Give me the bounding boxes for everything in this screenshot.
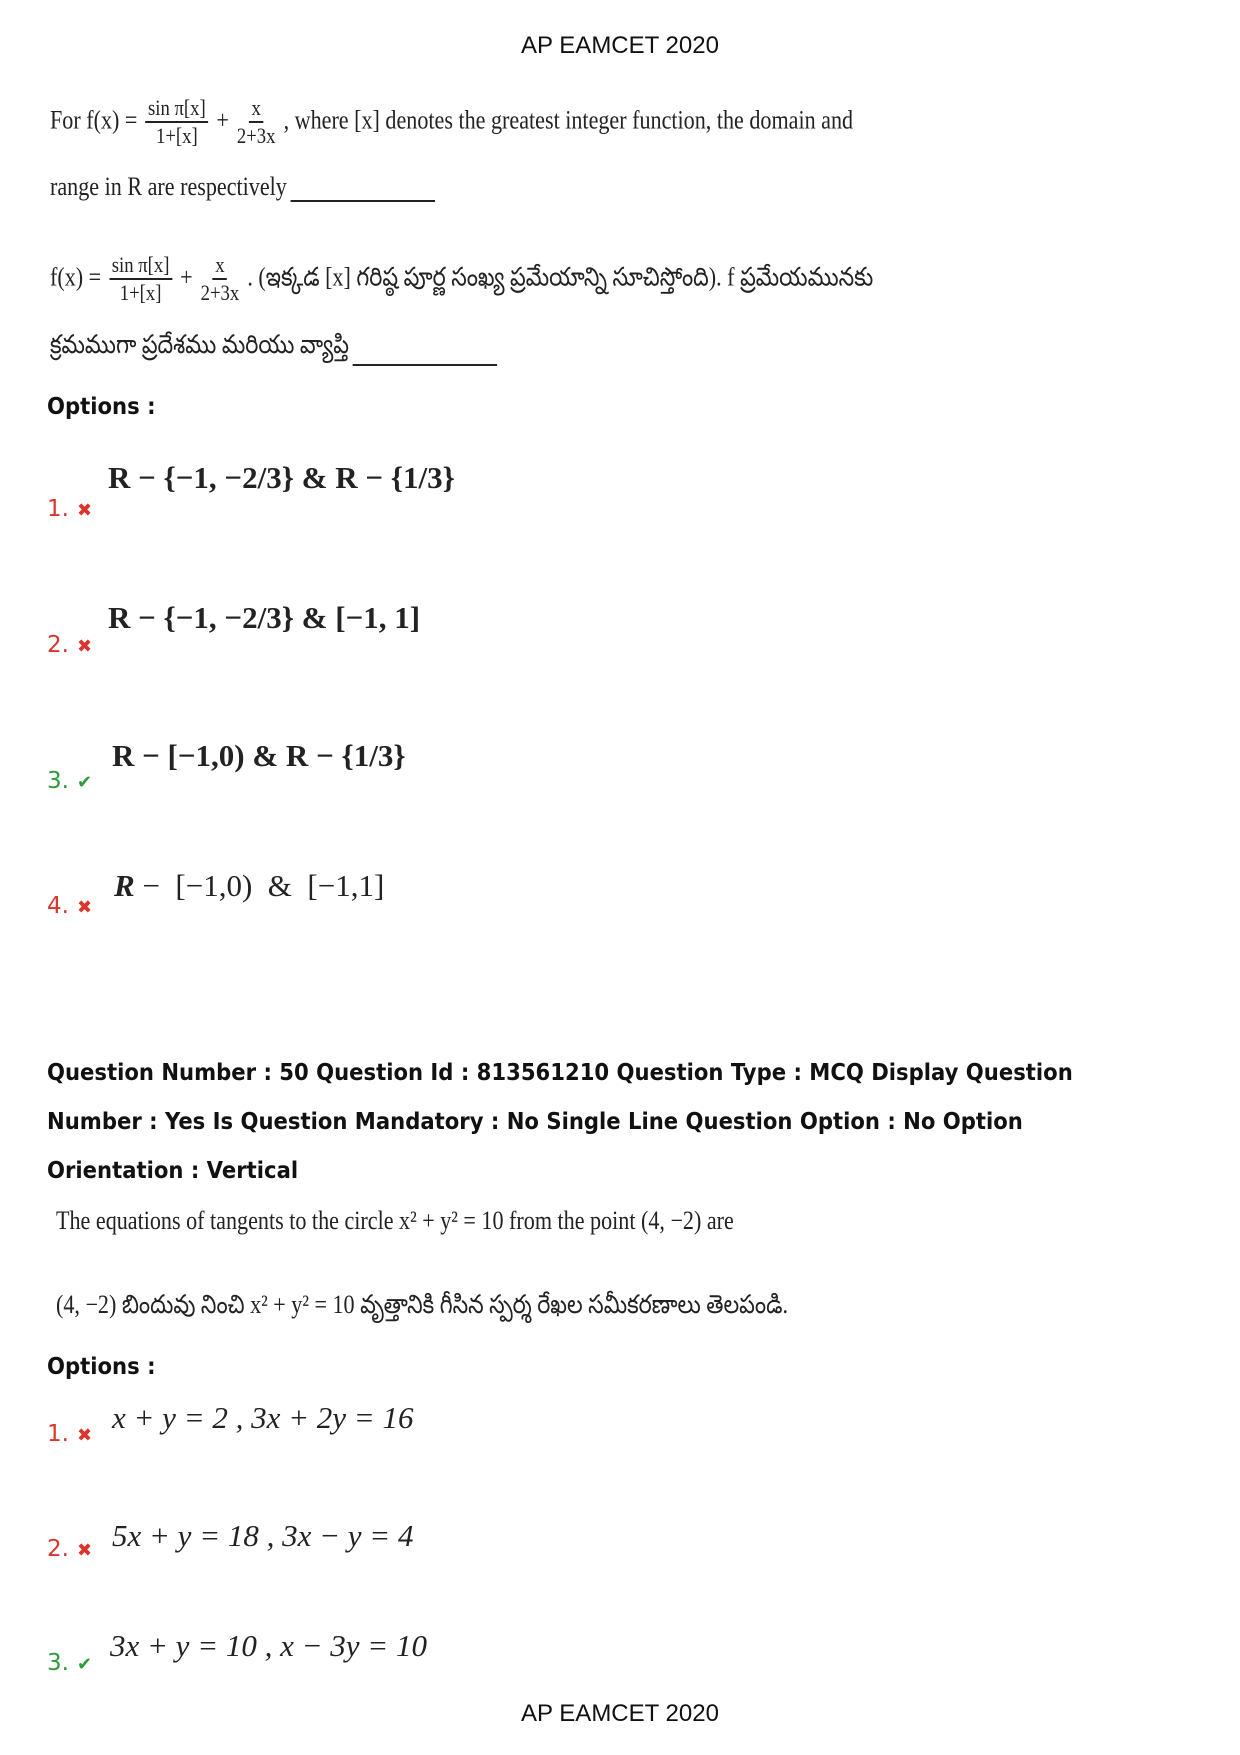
answer-blank (352, 363, 497, 366)
question-text-english (50, 95, 853, 150)
option-3[interactable] (47, 768, 92, 794)
question-suffix: , where [x] denotes the greatest integer function, the domain and (283, 105, 854, 135)
option-1[interactable] (47, 496, 92, 522)
option-1[interactable] (47, 1421, 92, 1447)
plus-sign: + (216, 105, 229, 135)
question-text-telugu-line2 (50, 330, 497, 366)
fraction (145, 95, 208, 150)
page-footer: AP EAMCET 2020 (521, 1700, 719, 1727)
question-text-english: The equations of tangents to the circle x² + y² = 10 from the point (4, −2) are (56, 1206, 734, 1235)
check-icon: ✔ (76, 772, 93, 792)
fraction (201, 252, 240, 307)
fraction (109, 252, 172, 307)
option-3[interactable] (47, 1650, 92, 1676)
options-label: Options : (47, 1354, 156, 1380)
fraction (237, 95, 276, 150)
question-meta-line2: Number : Yes Is Question Mandatory : No Single Line Question Option : No Option (47, 1109, 1023, 1135)
cross-icon: ✖ (76, 1425, 93, 1445)
cross-icon: ✖ (76, 897, 93, 917)
option-number: 1. (47, 496, 69, 522)
option-number: 3. (47, 768, 69, 794)
denominator: 1+[x] (155, 123, 198, 149)
numerator: x (249, 95, 263, 123)
option-3-math: R − [−1,0) & R − {1/3} (112, 738, 406, 773)
options-label: Options : (47, 394, 156, 420)
check-icon: ✔ (76, 1654, 93, 1674)
question-meta-line3: Orientation : Vertical (47, 1158, 299, 1184)
option-1-text: x + y = 2 , 3x + 2y = 16 (112, 1400, 414, 1435)
page-header: AP EAMCET 2020 (521, 32, 719, 59)
numerator: sin π[x] (145, 95, 208, 123)
option-3-text: 3x + y = 10 , x − 3y = 10 (110, 1628, 427, 1663)
question-prefix: For f(x) = (50, 105, 138, 135)
numerator: x (213, 252, 227, 280)
cross-icon: ✖ (76, 636, 93, 656)
option-2-text: 5x + y = 18 , 3x − y = 4 (112, 1518, 414, 1553)
option-number: 3. (47, 1650, 69, 1676)
option-number: 2. (47, 632, 69, 658)
option-1-math: R − {−1, −2/3} & R − {1/3} (108, 460, 455, 495)
option-2[interactable] (47, 632, 92, 658)
plus-sign: + (180, 262, 193, 292)
question-prefix: f(x) = (50, 262, 102, 292)
question-line2: range in R are respectively (50, 172, 287, 201)
question-text-english-line2 (50, 172, 435, 202)
denominator: 2+3x (200, 280, 240, 306)
option-4[interactable] (47, 893, 92, 919)
option-4-math: R − [−1,0) & [−1,1] (114, 868, 385, 903)
option-number: 4. (47, 893, 69, 919)
question-text-telugu (50, 252, 873, 307)
cross-icon: ✖ (76, 500, 93, 520)
option-number: 1. (47, 1421, 69, 1447)
option-2-math: R − {−1, −2/3} & [−1, 1] (108, 600, 421, 635)
question-line2: క్రమముగా ప్రదేశము మరియు వ్యాప్తి (50, 330, 349, 359)
cross-icon: ✖ (76, 1540, 93, 1560)
answer-blank (290, 199, 435, 202)
option-2[interactable] (47, 1536, 92, 1562)
option-number: 2. (47, 1536, 69, 1562)
question-meta-line1: Question Number : 50 Question Id : 813561210 Question Type : MCQ Display Question (47, 1060, 1073, 1086)
denominator: 2+3x (236, 123, 276, 149)
question-text-telugu: (4, −2) బిందువు నించి x² + y² = 10 వృత్తానికి గీసిన స్పర్శ రేఖల సమీకరణాలు తెలపండి. (56, 1290, 788, 1319)
question-suffix: . (ఇక్కడ [x] గరిష్ఠ పూర్ణ సంఖ్య ప్రమేయాన్ని సూచిస్తోంది). f ప్రమేయమునకు (247, 262, 874, 292)
numerator: sin π[x] (109, 252, 172, 280)
denominator: 1+[x] (119, 280, 162, 306)
